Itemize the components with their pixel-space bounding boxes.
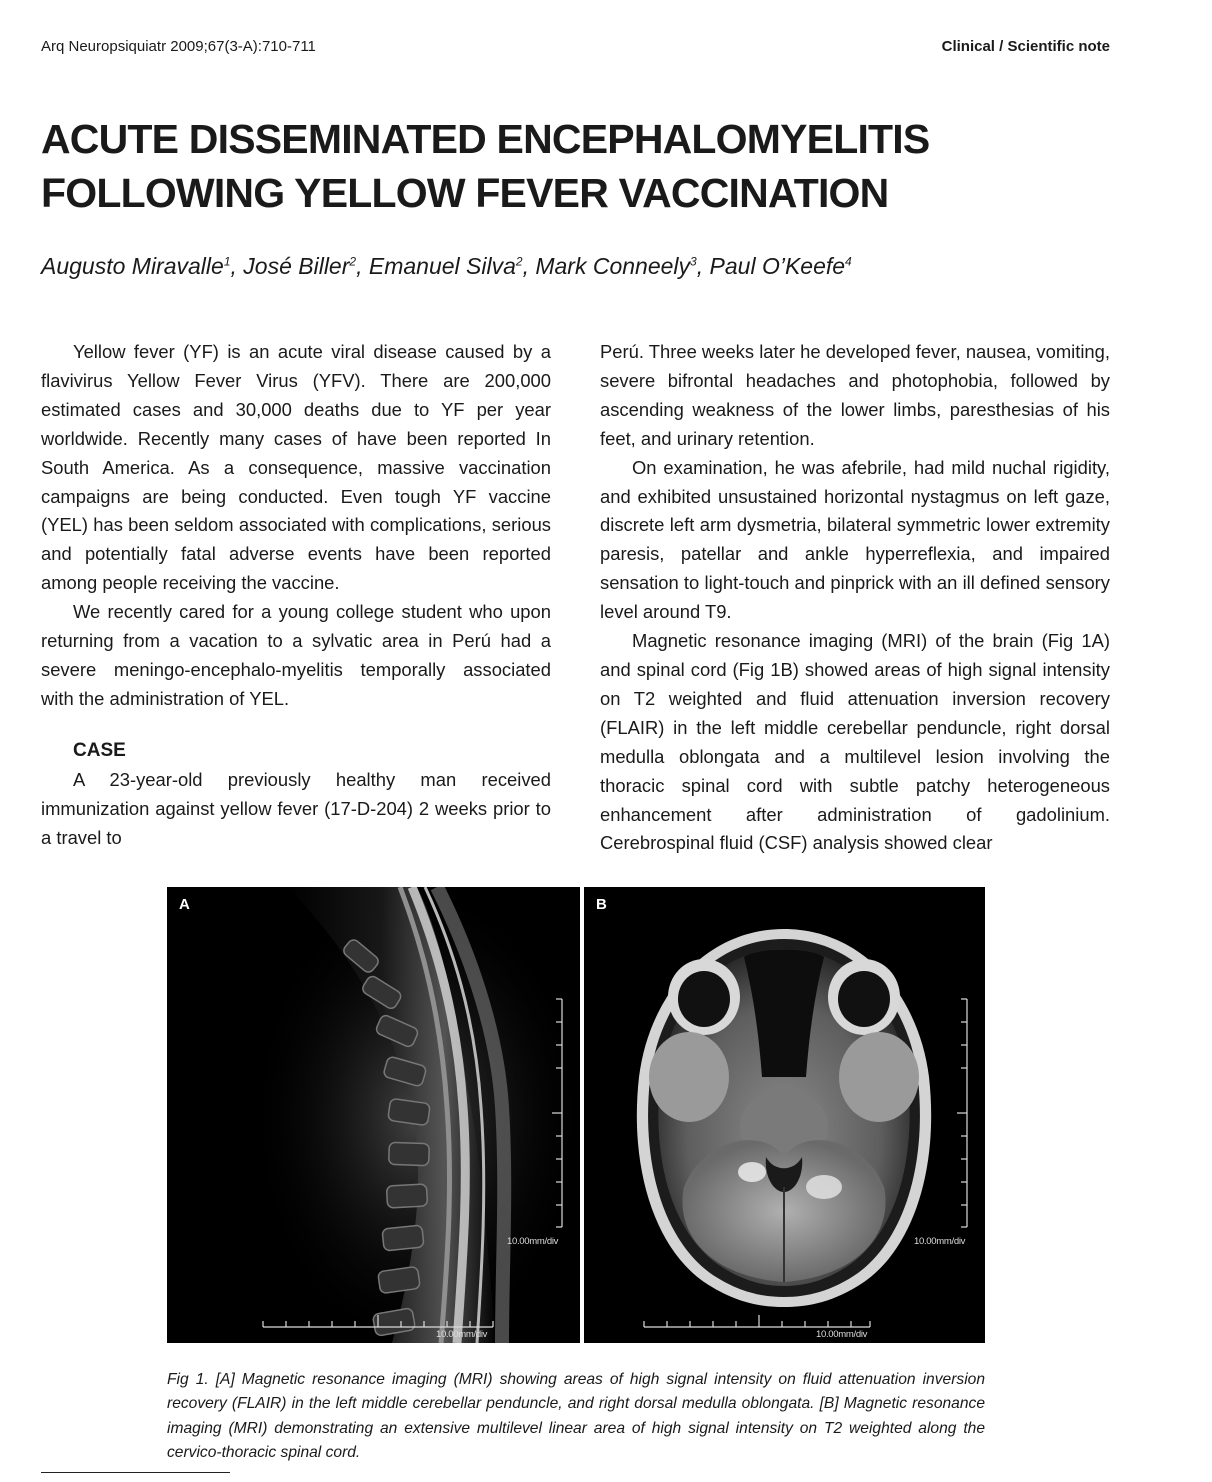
scale-label-vertical: 10.00mm/div: [914, 1236, 966, 1247]
panel-label-a: A: [179, 896, 190, 913]
body-column-right: [600, 338, 1110, 858]
mri-panel-spine: [167, 887, 580, 1343]
panel-label-b: B: [596, 896, 607, 913]
figure-1: [167, 887, 985, 1343]
body-paragraph: Perú. Three weeks later he developed fever, nausea, vomiting, severe bifrontal headaches and photophobia, followed by ascending weakness of the lower limbs, paresthesias of his feet, and urinary retention.: [600, 341, 1110, 449]
body-paragraph: On examination, he was afebrile, had mild nuchal rigidity, and exhibited unsustained horizontal nystagmus on left gaze, discrete left arm dysmetria, bilateral symmetric lower extremity paresis, patellar and ankle hyperreflexia, and impaired sensation to light-touch and pinprick with an ill defined sensory level around T9.: [600, 456, 1110, 623]
author: Paul O’Keefe$^4$: [709, 253, 852, 279]
scale-label-horizontal: 10.00mm/div: [816, 1329, 868, 1340]
journal-citation: Arq Neuropsiquiatr 2009;67(3-A):710-711: [41, 38, 316, 55]
section-heading-case: CASE: [73, 739, 126, 761]
figure-caption: Fig 1. [A] Magnetic resonance imaging (MRI) showing areas of high signal intensity on fluid attenuation inversion recovery (FLAIR) in the left middle cerebellar penduncle, and right dorsal medulla oblongata. [B] Magnetic resonance imaging (MRI) demonstrating an extensive multilevel linear area of high signal intensity on T2 weighted along the cervico-thoracic spinal cord.: [167, 1370, 985, 1462]
title-line-1: ACUTE DISSEMINATED ENCEPHALOMYELITIS: [41, 116, 930, 162]
mri-panel-brain: [584, 887, 985, 1343]
article-section: Clinical / Scientific note: [941, 38, 1110, 55]
spine-mri-image: [167, 887, 580, 1343]
author: Emanuel Silva$^2$,: [368, 253, 536, 279]
author: Augusto Miravalle$^1$,: [41, 253, 244, 279]
scale-label-vertical: 10.00mm/div: [507, 1236, 559, 1247]
footnote-divider: [41, 1472, 230, 1473]
body-paragraph: A 23-year-old previously healthy man received immunization against yellow fever (17-D-204) 2 weeks prior to a travel to: [41, 768, 551, 848]
author: José Biller$^2$,: [243, 253, 369, 279]
body-paragraph: Yellow fever (YF) is an acute viral disease caused by a flavivirus Yellow Fever Virus (YFV). There are 200,000 estimated cases and 30,000 deaths due to YF per year worldwide. Recently many cases of have been reported In South America. As a consequence, massive vaccination campaigns are being conducted. Even tough YF vaccine (YEL) has been seldom associated with complications, serious and potentially fatal adverse events have been reported among people receiving the vaccine.: [41, 341, 551, 594]
brain-mri-image: [584, 887, 985, 1343]
author-list: [41, 253, 1141, 280]
body-paragraph: Magnetic resonance imaging (MRI) of the brain (Fig 1A) and spinal cord (Fig 1B) showed areas of high signal intensity on T2 weighted and fluid attenuation inversion recovery (FLAIR) in the left middle cerebellar penduncle, right dorsal medulla oblongata and a multilevel lesion involving the thoracic spinal cord with subtle patchy heterogeneous enhancement after administration of gadolinium. Cerebrospinal fluid (CSF) analysis showed clear: [600, 630, 1110, 854]
running-head: [41, 38, 1110, 55]
title-line-2: FOLLOWING YELLOW FEVER VACCINATION: [41, 170, 889, 216]
article-title: [41, 112, 1041, 220]
scale-label-horizontal: 10.00mm/div: [436, 1329, 488, 1340]
author: Mark Conneely$^3$,: [535, 253, 710, 279]
body-column-left: [41, 338, 551, 853]
body-paragraph: We recently cared for a young college student who upon returning from a vacation to a sylvatic area in Perú had a severe meningo-encephalo-myelitis temporally associated with the administration of YEL.: [41, 601, 551, 709]
